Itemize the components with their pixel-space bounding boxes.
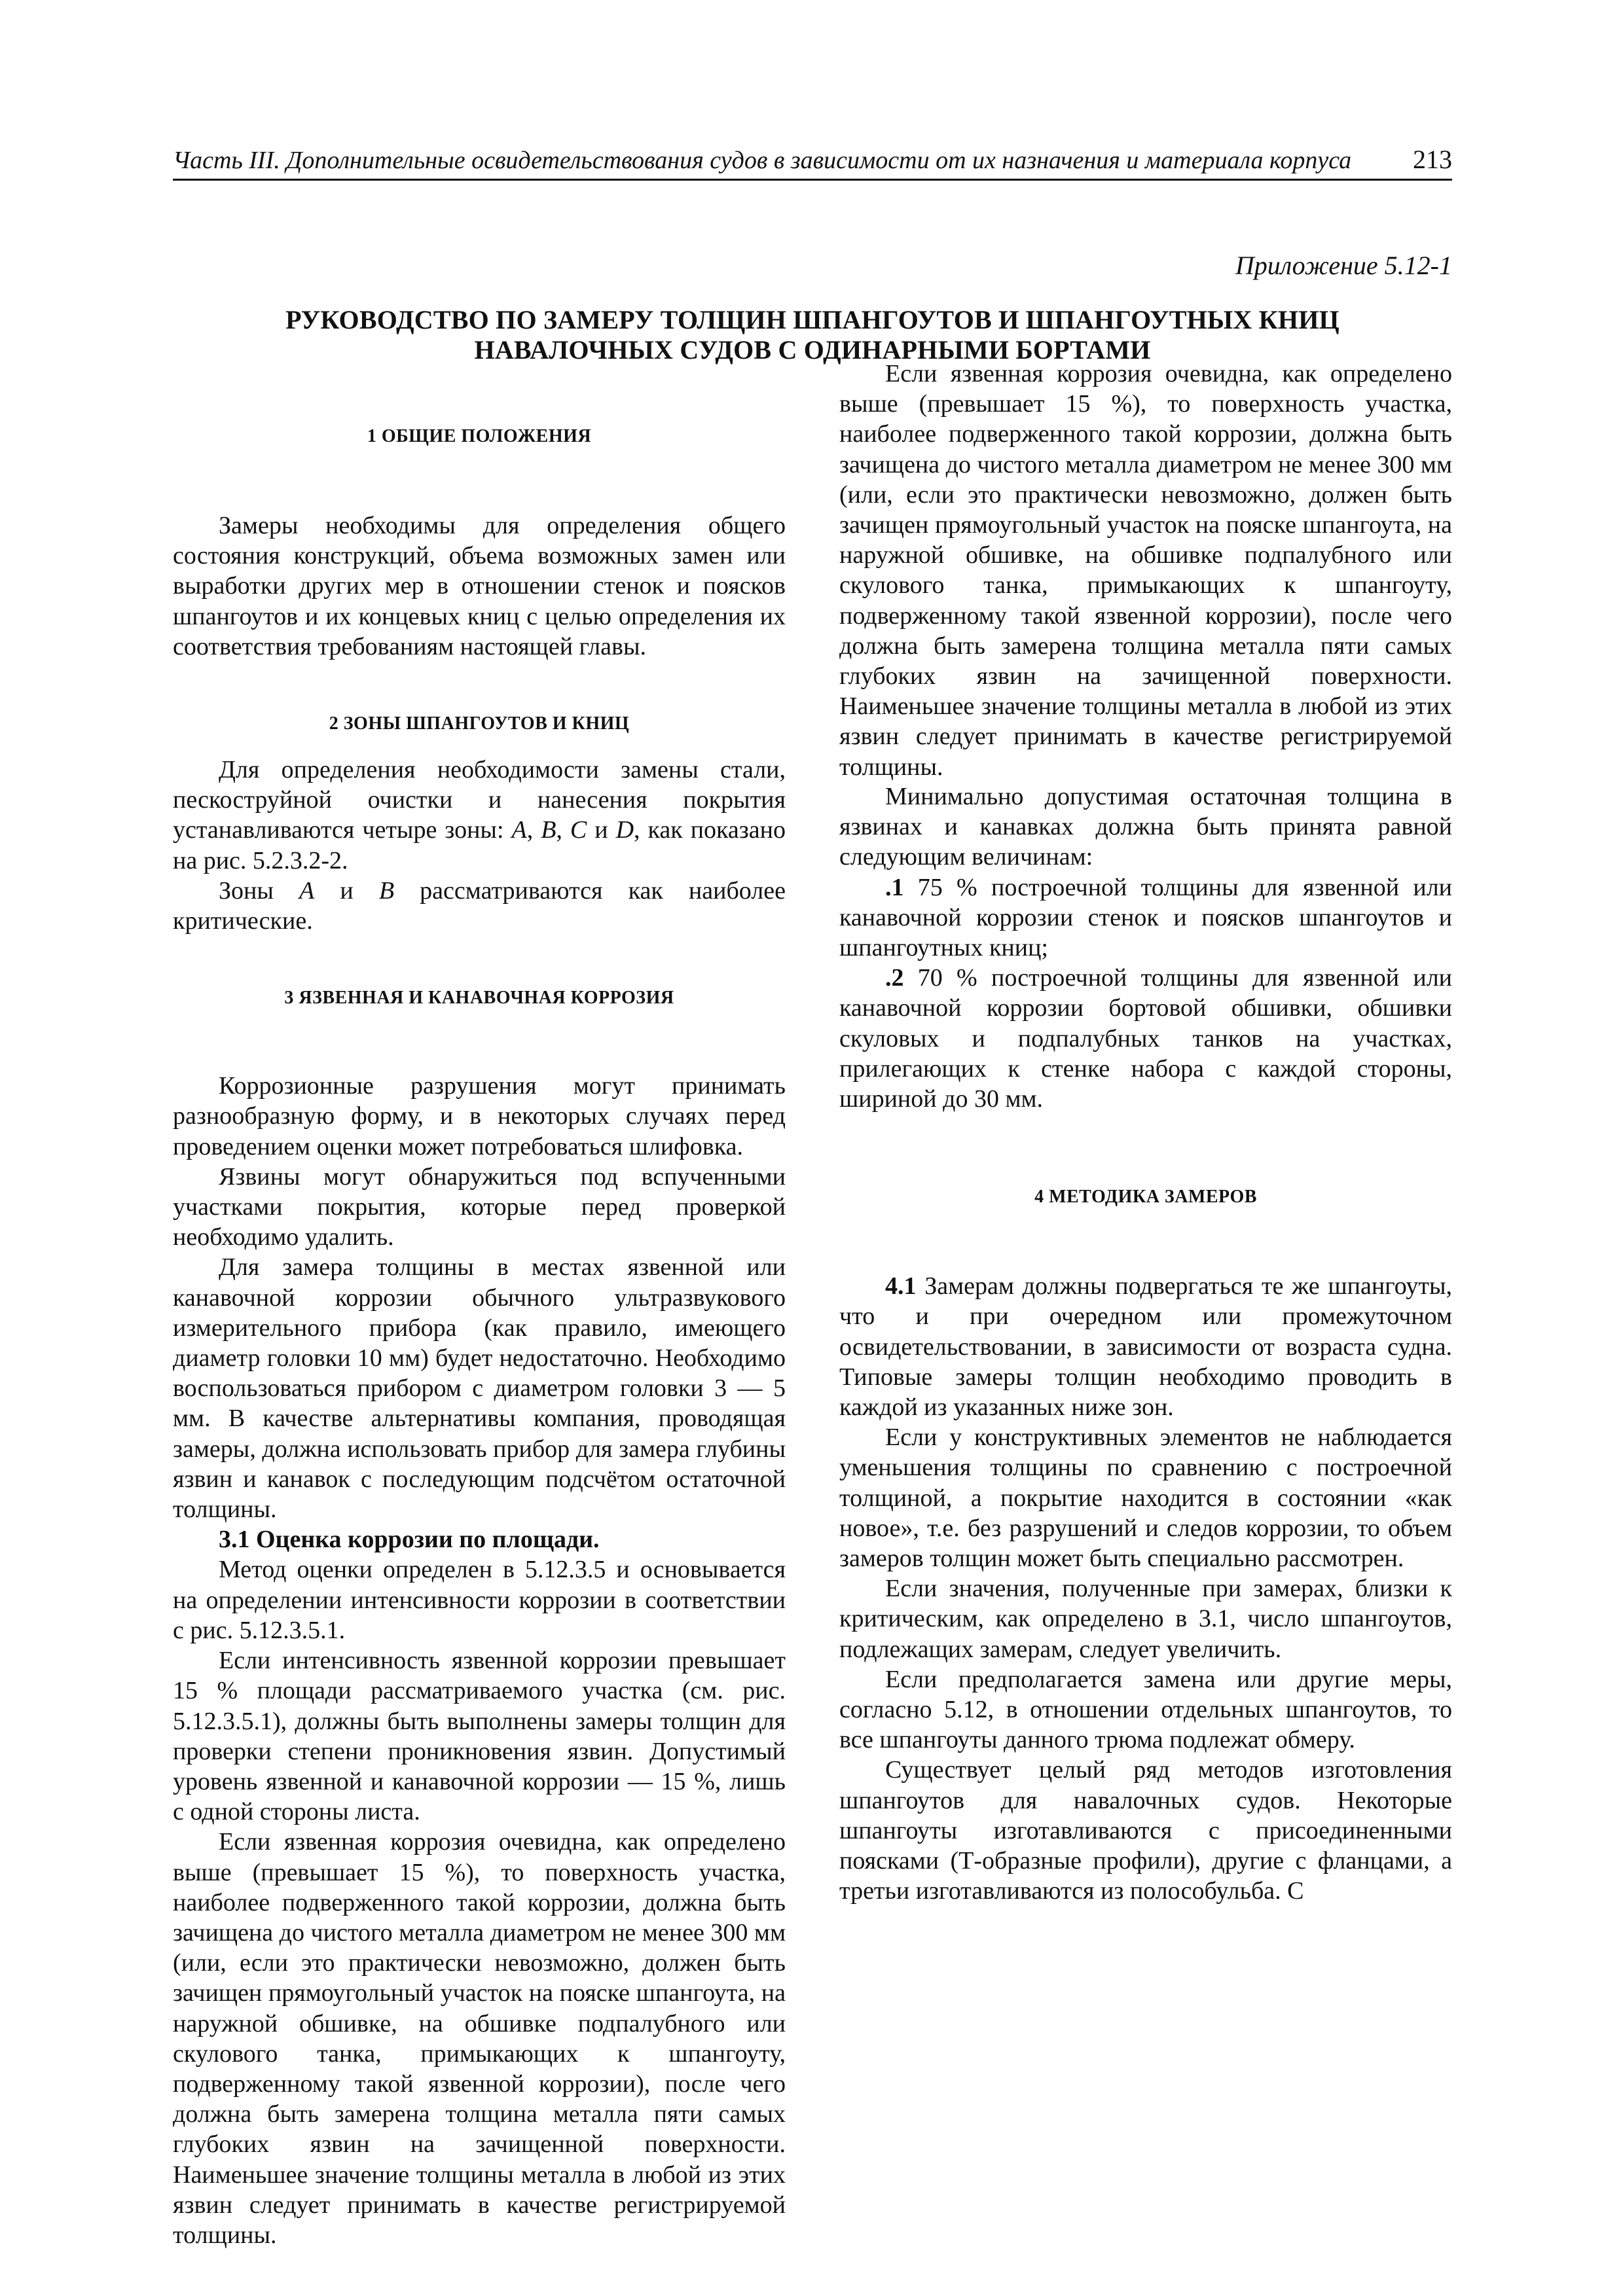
section-1-heading: 1 ОБЩИЕ ПОЛОЖЕНИЯ [367, 426, 592, 446]
section-4-heading: 4 МЕТОДИКА ЗАМЕРОВ [1034, 1187, 1257, 1208]
section-4-paragraph-5: Существует целый ряд методов изготовления шпангоутов для навалочных судов. Некоторые шпангоуты изготавливаются с присоединенными поясками (Т-образные профили), другие с фланцами, а третьи изготавливаются из полособульба. С [839, 1756, 1452, 1905]
section-2-heading: 2 ЗОНЫ ШПАНГОУТОВ И КНИЦ [329, 713, 630, 734]
section-1-paragraph-1: Замеры необходимы для определения общего состояния конструкций, объема возможных замен или выработки других мер в отношении стенок и поясков шпангоутов и их концевых книц с целью определения их соответствия требованиям настоящей главы. [173, 512, 786, 660]
section-2-paragraph-2 [173, 876, 786, 936]
zone-b-label: B [541, 816, 556, 844]
section-2-p2-text-a: Зоны [219, 876, 300, 905]
section-3-paragraph-4: Метод оценки определен в 5.12.3.5 и основывается на определении интенсивности коррозии в соответствии с рис. 5.12.3.5.1. [173, 1556, 786, 1644]
section-4-paragraph-3: Если значения, полученные при замерах, близки к критическим, как определено в 3.1, число шпангоутов, подлежащих замерам, следует увеличить. [839, 1575, 1452, 1663]
section-3-paragraph-5: Если интенсивность язвенной коррозии превышает 15 % площади рассматриваемого участка (см. рис. 5.12.3.5.1), должны быть выполнены замеры толщин для проверки степени проникновения язвин. Допустимый уровень язвенной и канавочной коррозии — 15 %, лишь с одной стороны листа. [173, 1647, 786, 1826]
zone-d-label: D [615, 816, 634, 844]
document-title-line-1: РУКОВОДСТВО ПО ЗАМЕРУ ТОЛЩИН ШПАНГОУТОВ И ШПАНГОУТНЫХ КНИЦ [285, 305, 1340, 334]
section-3-paragraph-6-start [173, 1827, 786, 2249]
and-word-2: и [340, 876, 354, 905]
section-4-paragraph-2: Если у конструктивных элементов не наблюдается уменьшения толщины по сравнению с построечной толщиной, а покрытие находится в состоянии «как новое», т.е. без разрушений и следов коррозии, то объем замеров толщин может быть специально рассмотрен. [839, 1424, 1452, 1573]
section-3-heading: 3 ЯЗВЕННАЯ И КАНАВОЧНАЯ КОРРОЗИЯ [284, 988, 674, 1009]
list-item-2-number: .2 [885, 964, 904, 992]
list-item-2 [839, 963, 1452, 1114]
page-number: 213 [1413, 145, 1452, 174]
section-3-paragraph-2: Язвины могут обнаружиться под вспученными участками покрытия, которые перед проверкой необходимо удалить. [173, 1162, 786, 1251]
clause-4-1-number: 4.1 [885, 1272, 917, 1300]
section-3-paragraph-1: Коррозионные разрушения могут принимать разнообразную форму, и в некоторых случаях перед проведением оценки может потребоваться шлифовка. [173, 1072, 786, 1160]
list-item-1-number: .1 [885, 873, 904, 901]
section-2-p1-text-b: , как показано на рис. 5.2.3.2-2. [173, 816, 786, 874]
section-4-paragraph-1 [839, 1271, 1452, 1422]
section-3-p6-left: Если язвенная коррозия очевидна, как определено выше (превышает 15 %), то поверхность участка, наиболее подверженного такой коррозии, должна быть зачищена до чистого металла диаметром не менее 300 мм (или, если это практически невозможно, должен быть зачищен прямоугольный участок на пояске шпангоута, на наружной обшивке, на обшивке подпалубного или скулового танка, примыкающих к шпангоуту, подверженному такой язвенной коррозии), после чего должна быть замерена толщина металла пяти самых глубоких язвин на зачищенной поверхности. Наименьшее значение толщины металла в любой из этих язвин следует принимать в качестве регистрируемой толщины. [173, 1828, 786, 2249]
zone-c-label: C [570, 816, 587, 844]
right-column [839, 360, 1452, 1907]
appendix-label: Приложение 5.12-1 [1235, 251, 1452, 280]
zone-a-label-2: A [299, 876, 315, 905]
running-header [173, 143, 1452, 181]
subsection-3-1-heading: 3.1 Оценка коррозии по площади. [219, 1526, 600, 1554]
section-4-paragraph-4: Если предполагается замена или другие меры, согласно 5.12, в отношении отдельных шпангоутов, то все шпангоуты данного трюма подлежат обмеру. [839, 1665, 1452, 1754]
left-column [173, 419, 786, 2249]
running-title: Часть III. Дополнительные освидетельствования судов в зависимости от их назначения и материала корпуса [173, 147, 1352, 174]
section-3-paragraph-3: Для замера толщины в местах язвенной или канавочной коррозии обычного ультразвукового измерительного прибора (как правило, имеющего диаметр головки 10 мм) будет недостаточно. Необходимо воспользоваться прибором с диаметром головки 3 — 5 мм. В качестве альтернативы компания, проводящая замеры, должна использовать прибор для замера глубины язвин и канавок с последующим подсчётом остаточной толщины. [173, 1253, 786, 1524]
list-item-2-text: 70 % построечной толщины для язвенной или канавочной коррозии бортовой обшивки, обшивки скуловых и подпалубных танков на участках, прилегающих к стенке набора с каждой стороны, шириной до 30 мм. [839, 964, 1452, 1113]
list-item-1 [839, 872, 1452, 963]
section-3-paragraph-7: Минимально допустимая остаточная толщина в язвинах и канавках должна быть принята равной следующим величинам: [839, 783, 1452, 871]
section-3-paragraph-6-continued [839, 359, 1452, 781]
and-word: и [594, 816, 608, 844]
section-3-p6-right-text: Если язвенная коррозия очевидна, как определено выше (превышает 15 %), то поверхность участка, наиболее подверженного такой коррозии, должна быть зачищена до чистого металла диаметром не менее 300 мм (или, если это практически невозможно, должен быть зачищен прямоугольный участок на пояске шпангоута, на наружной обшивке, на обшивке подпалубного или скулового танка, примыкающих к шпангоуту, подверженному такой язвенной коррозии), после чего должна быть замерена толщина металла пяти самых глубоких язвин на зачищенной поверхности. Наименьшее значение толщины металла в любой из этих язвин следует принимать в качестве регистрируемой толщины. [839, 360, 1452, 781]
document-title-line-2: НАВАЛОЧНЫХ СУДОВ С ОДИНАРНЫМИ БОРТАМИ [474, 335, 1151, 365]
section-2-paragraph-1: Для определения необходимости замены стали, пескоструйной очистки и нанесения покрытия устанавливаются четыре зоны: A, B, C и D, как показано на рис. 5.2.3.2-2. [173, 756, 786, 874]
zone-b-label-2: B [378, 876, 395, 905]
clause-4-1-text: Замерам должны подвергаться те же шпангоуты, что и при очередном или промежуточном освидетельствовании, в зависимости от возраста судна. Типовые замеры толщин необходимо проводить в каждой из указанных ниже зон. [839, 1272, 1452, 1422]
section-2-p2-text-b: рассматриваются как наиболее критические. [173, 876, 786, 935]
document-title [173, 305, 1452, 365]
section-2-p1-text-a: Для определения необходимости замены стали, пескоструйной очистки и нанесения покрытия устанавливаются четыре зоны: [173, 756, 786, 844]
section-3-p6-right [839, 359, 1452, 782]
zone-a-label: A [511, 816, 527, 844]
list-item-1-text: 75 % построечной толщины для язвенной или канавочной коррозии стенок и поясков шпангоутов и шпангоутных книц; [839, 873, 1452, 962]
